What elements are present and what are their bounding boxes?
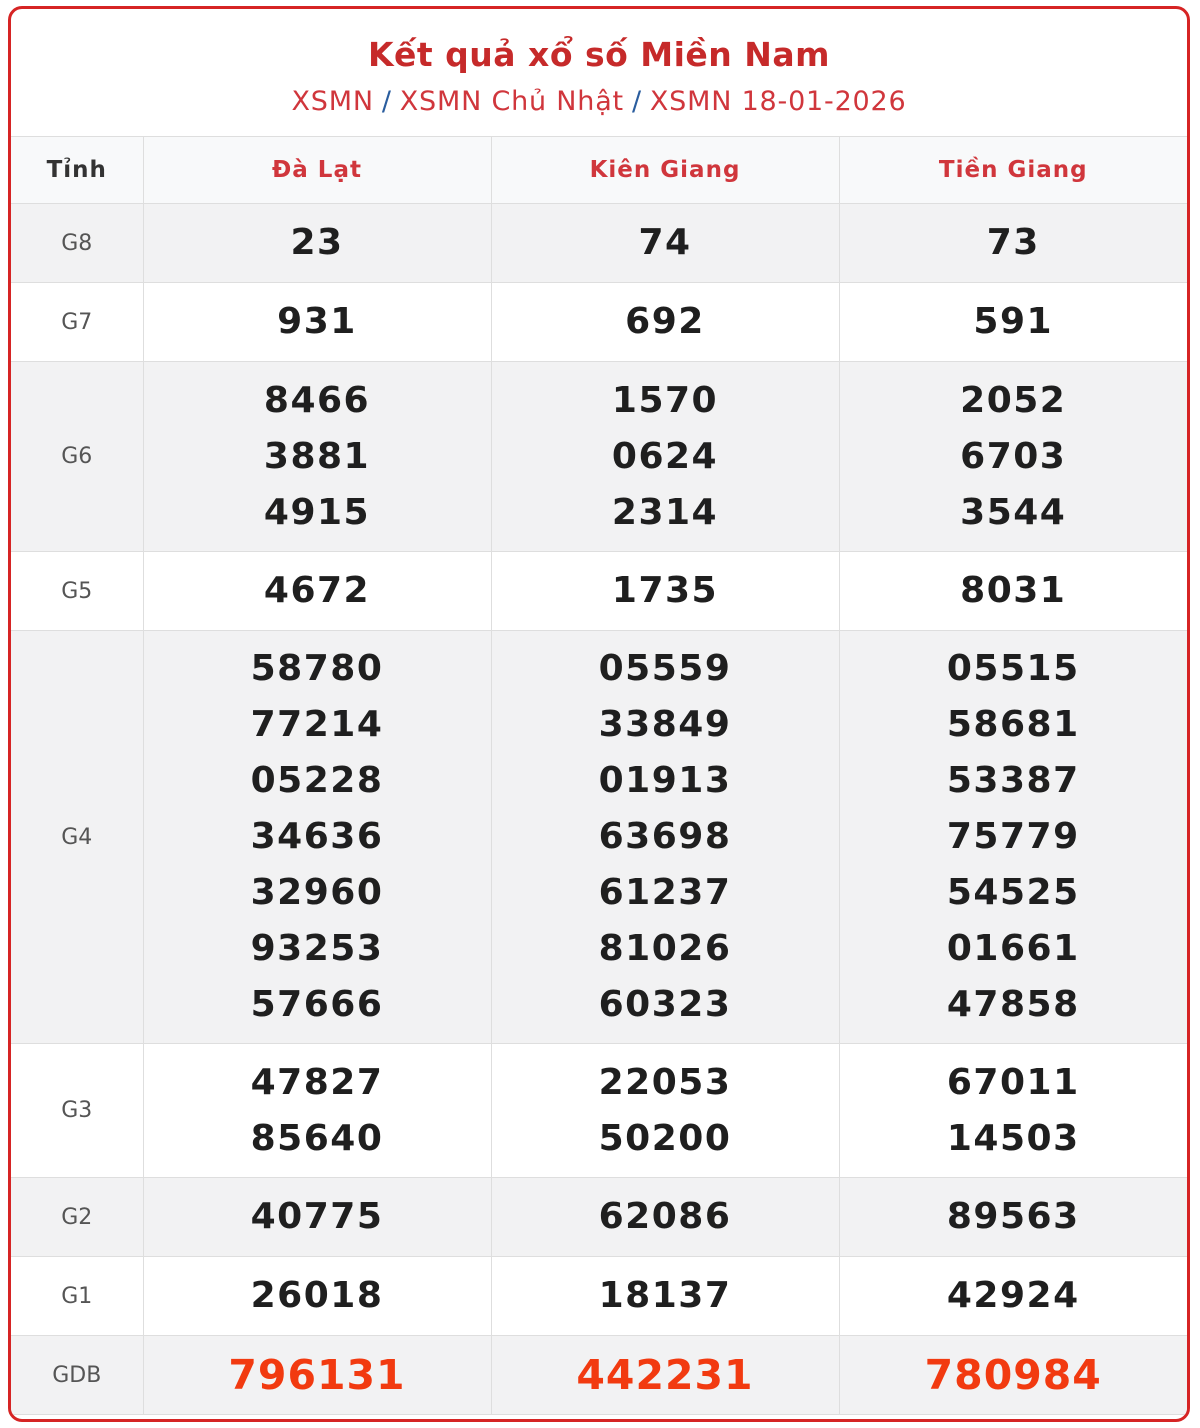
prize-row-g4 (11, 631, 1187, 1044)
winning-number: 18137 (598, 1275, 732, 1316)
winning-number: 1570 (611, 379, 719, 421)
winning-number: 8031 (960, 570, 1067, 611)
winning-number: 85640 (250, 1117, 384, 1159)
winning-number: 591 (973, 301, 1054, 342)
winning-number: 01913 (598, 760, 732, 801)
prize-label: G1 (11, 1257, 143, 1336)
prize-numbers-cell (839, 362, 1187, 552)
winning-number: 58681 (946, 704, 1080, 745)
prize-numbers-cell (491, 552, 839, 631)
winning-number: 3881 (263, 435, 371, 477)
prize-label: G3 (11, 1044, 143, 1178)
winning-number: 34636 (250, 816, 384, 857)
winning-number: 61237 (598, 872, 732, 913)
winning-number: 4915 (263, 491, 371, 533)
prize-numbers-cell (143, 362, 491, 552)
prize-numbers-cell (143, 552, 491, 631)
special-prize-cell (143, 1336, 491, 1415)
winning-number: 3544 (960, 491, 1067, 533)
results-header (11, 9, 1187, 137)
winning-number: 692 (625, 301, 705, 342)
winning-number: 05228 (250, 760, 384, 801)
prize-row-g3 (11, 1044, 1187, 1178)
winning-number: 2314 (611, 491, 719, 533)
winning-number: 74 (638, 222, 692, 263)
prize-numbers-cell (491, 1178, 839, 1257)
winning-number: 89563 (946, 1196, 1080, 1237)
winning-number: 6703 (960, 435, 1067, 477)
winning-number: 75779 (946, 816, 1080, 857)
prize-numbers-cell (143, 1044, 491, 1178)
special-prize-number: 796131 (228, 1351, 406, 1399)
column-header-province: Tỉnh (11, 137, 143, 204)
prize-row-g8 (11, 204, 1187, 283)
winning-number: 23 (290, 222, 344, 263)
winning-number: 8466 (263, 379, 371, 421)
prize-label: G5 (11, 552, 143, 631)
prize-label: G2 (11, 1178, 143, 1257)
winning-number: 2052 (960, 379, 1067, 421)
prize-numbers-cell (143, 204, 491, 283)
prize-numbers-cell (143, 1257, 491, 1336)
prize-numbers-cell (491, 631, 839, 1044)
prize-numbers-cell (143, 1178, 491, 1257)
prize-label: G4 (11, 631, 143, 1044)
results-card (8, 6, 1190, 1422)
winning-number: 32960 (250, 872, 384, 913)
prize-row-gdb (11, 1336, 1187, 1415)
table-header-row (11, 137, 1187, 204)
province-header-kien-giang[interactable]: Kiên Giang (491, 137, 839, 204)
prize-numbers-cell (491, 283, 839, 362)
prize-numbers-cell (839, 631, 1187, 1044)
prize-row-g2 (11, 1178, 1187, 1257)
prize-row-g1 (11, 1257, 1187, 1336)
prize-label: G8 (11, 204, 143, 283)
prize-row-g6 (11, 362, 1187, 552)
breadcrumb-link-xsmn[interactable]: XSMN (291, 86, 374, 117)
winning-number: 73 (986, 222, 1040, 263)
breadcrumb-separator: / (381, 86, 392, 117)
prize-numbers-cell (839, 283, 1187, 362)
winning-number: 26018 (250, 1275, 384, 1316)
winning-number: 67011 (946, 1061, 1080, 1103)
winning-number: 63698 (598, 816, 732, 857)
prize-numbers-cell (491, 1044, 839, 1178)
prize-label: G7 (11, 283, 143, 362)
prize-label: GDB (11, 1336, 143, 1415)
winning-number: 50200 (598, 1117, 732, 1159)
prize-row-g7 (11, 283, 1187, 362)
province-header-da-lat[interactable]: Đà Lạt (143, 137, 491, 204)
winning-number: 53387 (946, 760, 1080, 801)
winning-number: 0624 (611, 435, 719, 477)
prize-numbers-cell (839, 1257, 1187, 1336)
prize-numbers-cell (143, 631, 491, 1044)
prize-numbers-cell (143, 283, 491, 362)
breadcrumb-link-xsmn-sunday[interactable]: XSMN Chủ Nhật (399, 86, 624, 117)
special-prize-cell (491, 1336, 839, 1415)
prize-numbers-cell (839, 1178, 1187, 1257)
winning-number: 58780 (250, 648, 384, 689)
winning-number: 05559 (598, 648, 732, 689)
breadcrumb (11, 85, 1187, 119)
prize-numbers-cell (491, 204, 839, 283)
winning-number: 57666 (250, 984, 384, 1025)
winning-number: 47827 (250, 1061, 384, 1103)
results-table (11, 137, 1187, 1415)
prize-numbers-cell (839, 552, 1187, 631)
winning-number: 77214 (250, 704, 384, 745)
prize-numbers-cell (491, 362, 839, 552)
winning-number: 1735 (611, 570, 719, 611)
winning-number: 01661 (946, 928, 1080, 969)
prize-label: G6 (11, 362, 143, 552)
breadcrumb-separator: / (631, 86, 642, 117)
special-prize-number: 442231 (576, 1351, 754, 1399)
winning-number: 14503 (946, 1117, 1080, 1159)
page-title: Kết quả xổ số Miền Nam (367, 35, 831, 74)
winning-number: 81026 (598, 928, 732, 969)
winning-number: 42924 (946, 1275, 1080, 1316)
winning-number: 54525 (946, 872, 1080, 913)
winning-number: 22053 (598, 1061, 732, 1103)
special-prize-number: 780984 (924, 1351, 1102, 1399)
prize-numbers-cell (839, 204, 1187, 283)
winning-number: 47858 (946, 984, 1080, 1025)
special-prize-cell (839, 1336, 1187, 1415)
breadcrumb-link-xsmn-date[interactable]: XSMN 18-01-2026 (649, 86, 907, 117)
winning-number: 931 (277, 301, 357, 342)
prize-numbers-cell (839, 1044, 1187, 1178)
winning-number: 62086 (598, 1196, 732, 1237)
winning-number: 4672 (263, 570, 371, 611)
winning-number: 05515 (946, 648, 1080, 689)
winning-number: 33849 (598, 704, 732, 745)
prize-row-g5 (11, 552, 1187, 631)
province-header-tien-giang[interactable]: Tiền Giang (839, 137, 1187, 204)
winning-number: 40775 (250, 1196, 384, 1237)
winning-number: 60323 (598, 984, 732, 1025)
winning-number: 93253 (250, 928, 384, 969)
prize-numbers-cell (491, 1257, 839, 1336)
